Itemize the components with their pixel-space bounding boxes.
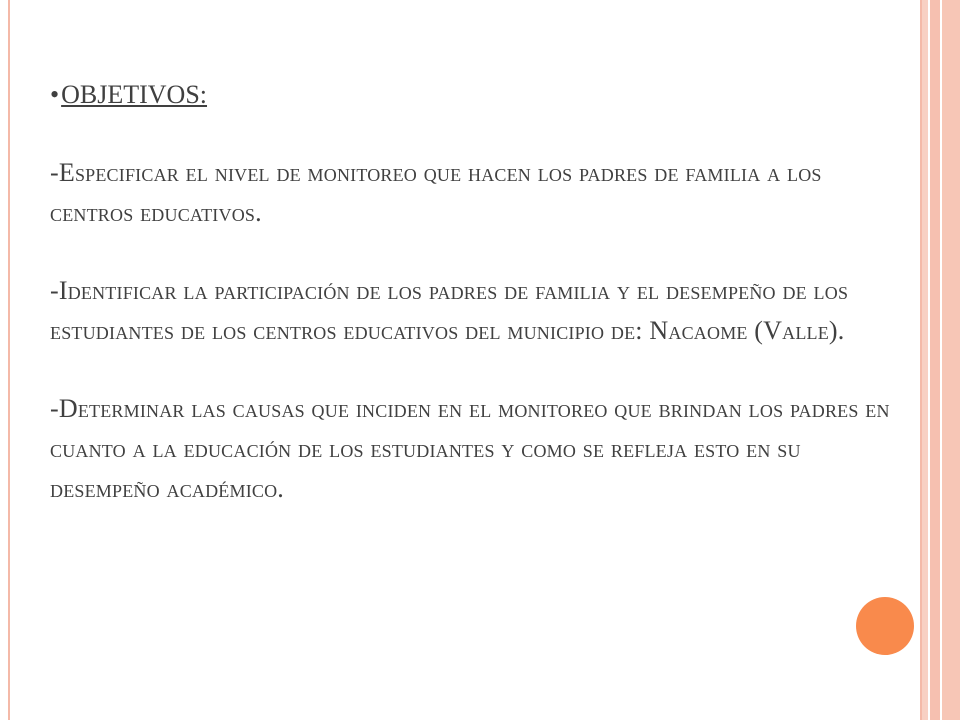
orange-circle-decoration <box>856 597 914 655</box>
stripe <box>942 0 960 720</box>
objective-2: -Identificar la participación de los padres de familia y el desempeño de los estudiantes de los centros educativos del municipio de: Nacaome (Valle). <box>50 276 849 345</box>
objective-3: -Determinar las causas que inciden en el monitoreo que brindan los padres en cuanto a la educación de los estudiantes y como se refleja esto en su desempeño académico. <box>50 394 890 503</box>
decorative-stripes <box>922 0 960 720</box>
slide-content <box>50 75 890 547</box>
heading-title: OBJETIVOS: <box>61 80 208 109</box>
stripe <box>930 0 940 720</box>
bullet-icon: • <box>50 80 60 109</box>
objective-1: -Especificar el nivel de monitoreo que hacen los padres de familia a los centros educativos. <box>50 158 822 227</box>
slide-heading <box>50 75 890 115</box>
